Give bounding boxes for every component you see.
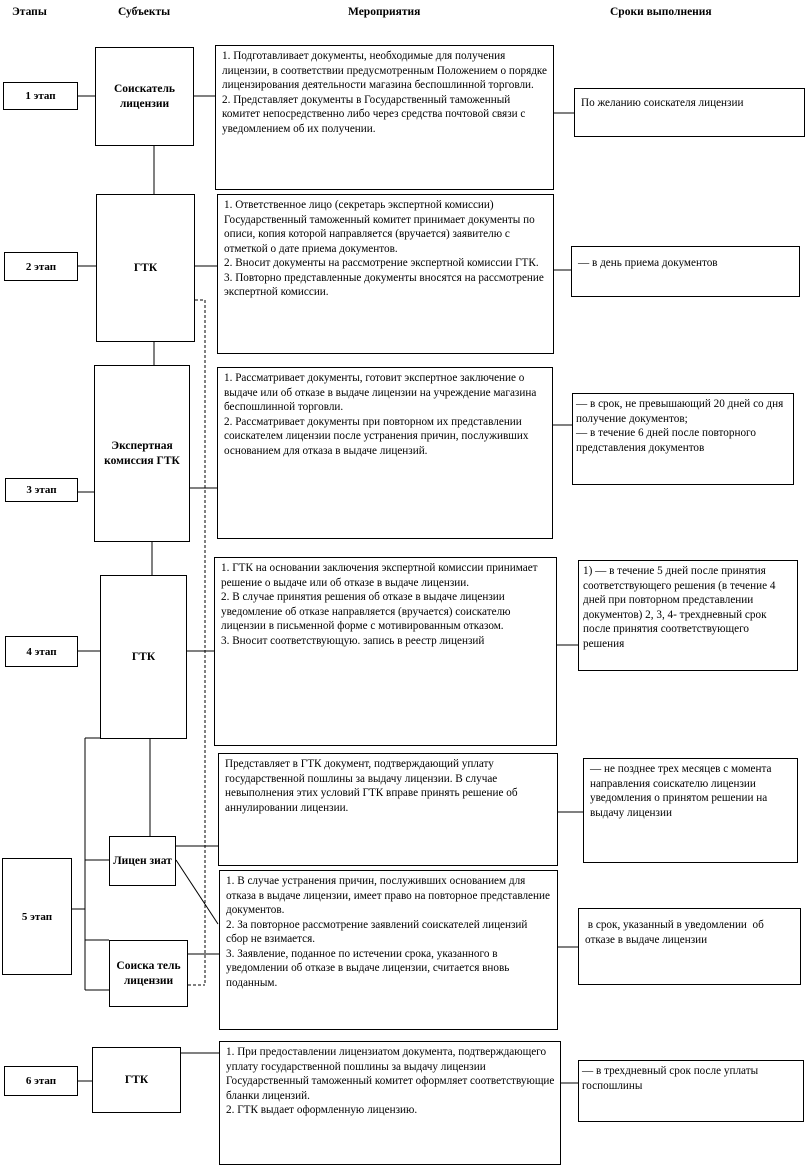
stage-3: 3 этап — [5, 478, 78, 502]
action-item: 1. ГТК на основании заключения экспертной комиссии принимает решение о выдаче или об отказе в выдаче лицензии. — [221, 562, 538, 589]
action-item: 2. Представляет документы в Государственный таможенный комитет непосредственно либо через средства почтовой связи с уведомлением об их получении. — [222, 93, 526, 135]
header-deadlines: Сроки выполнения — [610, 6, 712, 18]
deadline-item: — в день приема документов — [578, 257, 718, 269]
action-item: 3. Повторно представленные документы вносятся на рассмотрение экспертной комиссии. — [224, 271, 544, 298]
deadline-item: — в трехдневный срок после уплаты госпошлины — [582, 1065, 759, 1092]
action-item: 1. Рассматривает документы, готовит экспертное заключение о выдаче или об отказе в выдаче лицензии на учреждение магазина беспошлинной торговли. — [224, 372, 537, 413]
action-stage2 — [217, 194, 554, 354]
action-stage6 — [219, 1041, 561, 1165]
deadline-stage4 — [578, 560, 798, 671]
deadline-stage2 — [571, 246, 800, 297]
stage-6: 6 этап — [4, 1066, 78, 1096]
deadline-stage5-applicant — [578, 908, 801, 985]
subject-applicant-stage1: Соискатель лицензии — [95, 47, 194, 146]
action-stage5-applicant — [219, 870, 558, 1030]
deadline-item: — не позднее трех месяцев с момента направления соискателю лицензии уведомления о принятом решении на выдачу лицензии — [590, 763, 772, 819]
action-item: 2. В случае принятия решения об отказе в выдаче лицензии уведомление об отказе направляется (вручается) соискателю лицензии в письменной форме с мотивированным отказом. — [221, 591, 511, 632]
subject-gtk-stage6: ГТК — [92, 1047, 181, 1113]
deadline-stage5-licensee — [583, 758, 798, 863]
action-item: 2. За повторное рассмотрение заявлений соискателей лицензий сбор не взимается. — [226, 918, 528, 945]
deadline-item: — в срок, не превышающий 20 дней со дня получение документов; — [576, 398, 784, 425]
action-stage4 — [214, 557, 557, 746]
stage-2: 2 этап — [4, 252, 78, 281]
action-stage3 — [217, 367, 553, 539]
deadline-stage6 — [578, 1060, 804, 1122]
stage-5: 5 этап — [2, 858, 72, 975]
header-subjects: Субъекты — [118, 6, 171, 18]
header-actions: Мероприятия — [348, 6, 421, 18]
subject-expert-commission: Экспертная комиссия ГТК — [94, 365, 190, 542]
deadline-item: — в течение 6 дней после повторного представления документов — [576, 427, 756, 454]
deadline-item: 1) — в течение 5 дней после принятия соответствующего решения (в течение 4 дней при повторном представлении документов) 2, 3, 4- трехдневный срок после принятия соответствующего решения — [583, 565, 776, 650]
action-item: 3. Заявление, поданное по истечении срока, указанного в уведомлении об отказе в выдаче лицензии, считается вновь поданным. — [226, 947, 510, 989]
action-stage1 — [215, 45, 554, 190]
action-item: 1. При предоставлении лицензиатом документа, подтверждающего уплату государственной пошлины за выдачу лицензии Государственный таможенный комитет оформляет соответствующие бланки лицензий. — [226, 1046, 555, 1102]
header-stages: Этапы — [12, 6, 47, 18]
stage-4: 4 этап — [5, 636, 78, 667]
stage-1: 1 этап — [3, 82, 78, 110]
action-item: 1. В случае устранения причин, послуживших основанием для отказа в выдаче лицензии, имеет право на повторное представление документов. — [226, 875, 550, 916]
deadline-stage3 — [572, 393, 794, 485]
deadline-item: По желанию соискателя лицензии — [581, 97, 744, 109]
action-item: 2. ГТК выдает оформленную лицензию. — [226, 1104, 418, 1116]
subject-gtk-stage2: ГТК — [96, 194, 195, 342]
deadline-item: в срок, указанный в уведомлении об отказе в выдаче лицензии — [585, 919, 767, 946]
action-stage5-licensee — [218, 753, 558, 866]
subject-licensee: Лицен зиат — [109, 836, 176, 886]
action-item: 1. Подготавливает документы, необходимые для получения лицензии, в соответствии предусмотренным Положением о порядке лицензирования деятельности магазина беспошлинной торговли. — [222, 50, 548, 91]
action-item: 2. Рассматривает документы при повторном их представлении соискателем лицензии после устранения причин, послуживших основанием для отказа в выдаче лицензий. — [224, 415, 529, 457]
action-item: Представляет в ГТК документ, подтверждающий уплату государственной пошлины за выдачу лицензии. В случае невыполнения этих условий ГТК вправе принять решение об аннулировании лицензии. — [225, 758, 518, 814]
action-item: 3. Вносит соответствующую. запись в реестр лицензий — [221, 634, 485, 647]
deadline-stage1 — [574, 88, 805, 137]
action-item: 2. Вносит документы на рассмотрение экспертной комиссии ГТК. — [224, 257, 539, 269]
subject-gtk-stage4: ГТК — [100, 575, 187, 739]
action-item: 1. Ответственное лицо (секретарь экспертной комиссии) Государственный таможенный комитет принимает документы по описи, копия которой направляется (вручается) заявителю с отметкой о дате приема документов. — [224, 199, 535, 255]
subject-applicant-stage5: Соиска тель лицензии — [109, 940, 188, 1007]
